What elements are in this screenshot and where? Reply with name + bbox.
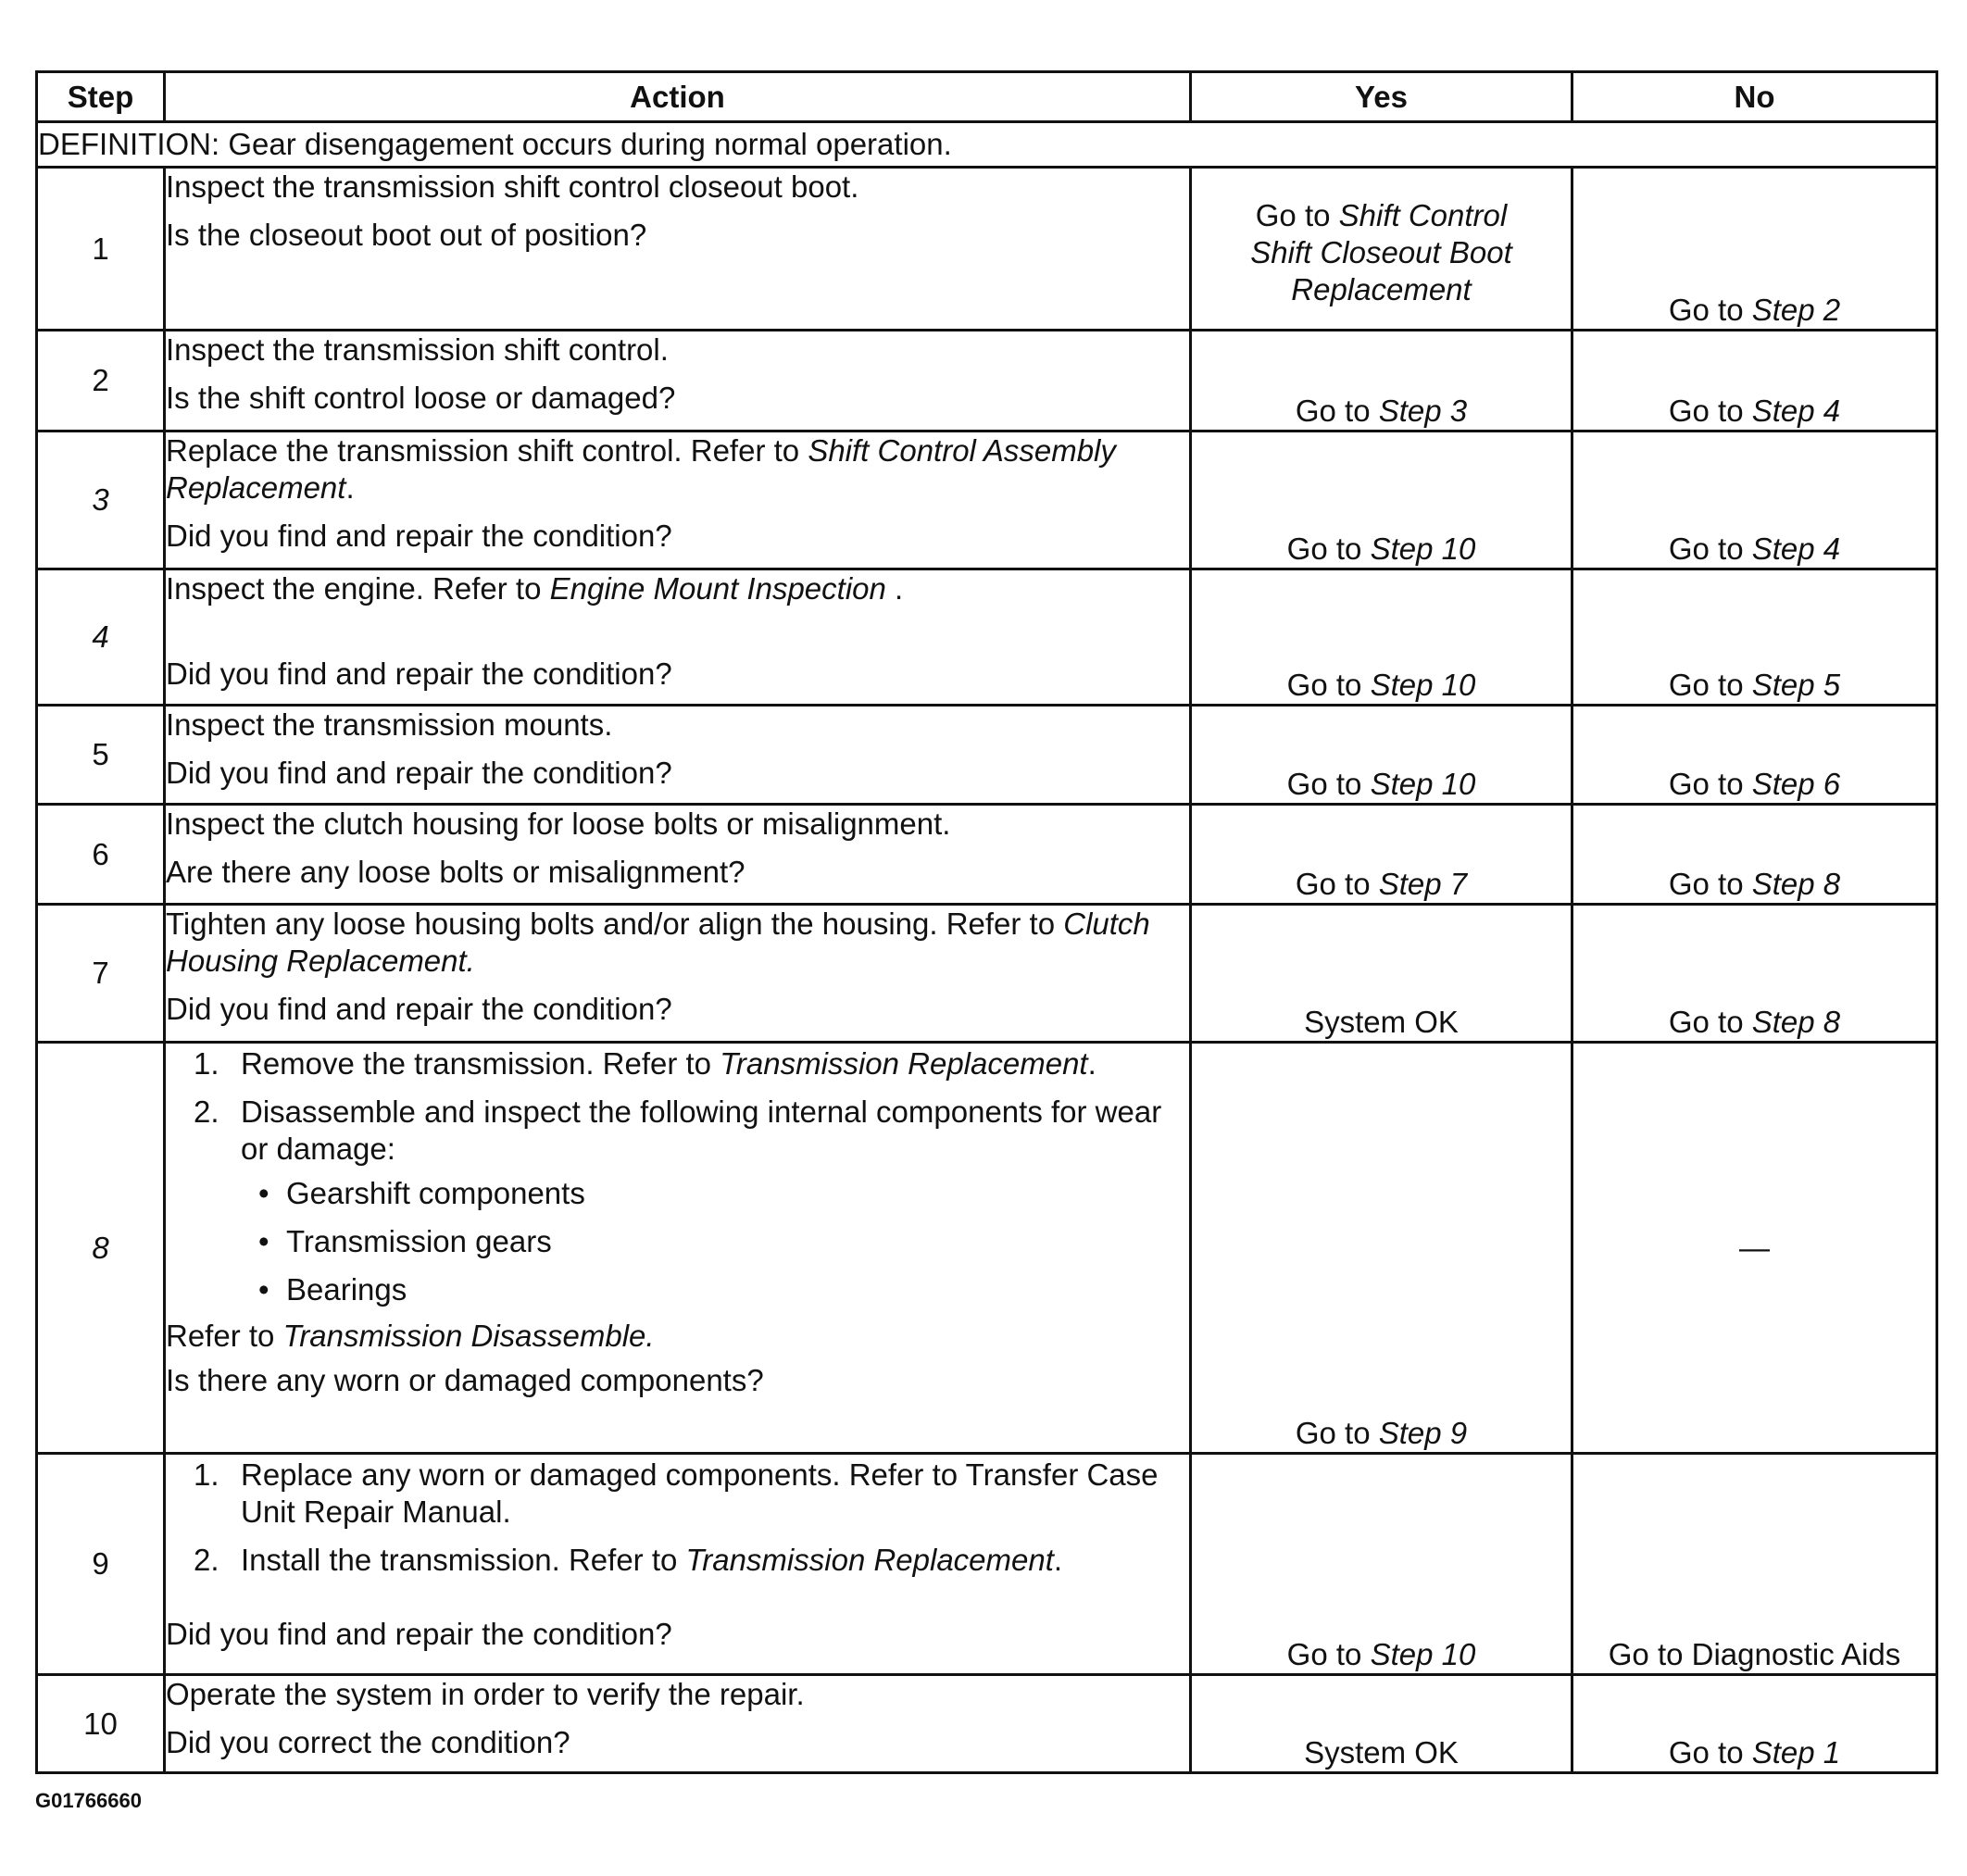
no-cell: [1572, 1675, 1937, 1773]
definition-row: [37, 122, 1937, 168]
bullet-list: [241, 1175, 1189, 1308]
list-number: 2.: [194, 1543, 219, 1577]
question-text: Is there any worn or damaged components?: [166, 1363, 764, 1397]
no-cell: [1572, 431, 1937, 569]
header-yes: Yes: [1191, 72, 1572, 122]
step-number: 9: [37, 1454, 165, 1675]
definition-text: DEFINITION: Gear disengagement occurs during normal operation.: [37, 122, 1937, 168]
action-cell: [165, 805, 1191, 905]
action-ref[interactable]: Engine Mount Inspection: [549, 571, 886, 606]
list-text: Install the transmission. Refer to: [241, 1543, 686, 1577]
bullet-text: Bearings: [286, 1272, 407, 1307]
action-text-part: Refer to: [166, 1319, 283, 1353]
diagnostic-table: [35, 70, 1938, 1774]
header-step: Step: [37, 72, 165, 122]
list-item: [166, 1542, 1189, 1579]
yes-text: Go to: [1286, 668, 1371, 702]
list-ref[interactable]: Transmission Replacement: [720, 1046, 1088, 1081]
no-text: Go to: [1668, 1735, 1752, 1770]
action-text: Inspect the clutch housing for loose bolts or misalignment.: [166, 807, 951, 841]
bullet-item: [166, 1271, 1189, 1308]
list-text: Replace any worn or damaged components. Refer to Transfer Case Unit Repair Manual.: [241, 1457, 1159, 1529]
table-row: [37, 331, 1937, 431]
action-text: Inspect the transmission shift control.: [166, 332, 669, 367]
yes-ref[interactable]: Step 10: [1370, 668, 1476, 702]
list-item: [166, 1094, 1189, 1308]
no-cell: [1572, 905, 1937, 1043]
step-number: 2: [37, 331, 165, 431]
no-text: Go to: [1668, 1005, 1752, 1039]
numbered-list: [166, 1457, 1189, 1579]
action-cell: [165, 1043, 1191, 1454]
yes-text: System OK: [1304, 1735, 1459, 1770]
question-text: Are there any loose bolts or misalignment?: [166, 855, 745, 889]
no-ref[interactable]: Step 4: [1751, 532, 1841, 566]
bullet-text: Transmission gears: [286, 1224, 552, 1258]
yes-cell: [1191, 431, 1572, 569]
no-text: Go to: [1668, 394, 1752, 428]
yes-ref[interactable]: Shift Control: [1338, 197, 1508, 232]
no-text: Go to: [1668, 532, 1752, 566]
bullet-item: [166, 1175, 1189, 1212]
action-text: [166, 906, 1189, 980]
step-number: 10: [37, 1675, 165, 1773]
question-text: Did you find and repair the condition?: [166, 519, 672, 553]
table-row: [37, 569, 1937, 706]
no-text: Go to: [1668, 293, 1752, 327]
yes-cell: [1191, 569, 1572, 706]
action-cell: [165, 1675, 1191, 1773]
yes-text: Go to: [1295, 1416, 1379, 1450]
list-tail: .: [1053, 1543, 1063, 1577]
question-text: Did you correct the condition?: [166, 1725, 570, 1759]
yes-cell: [1191, 1675, 1572, 1773]
yes-text: Go to: [1295, 867, 1379, 901]
step-number: 7: [37, 905, 165, 1043]
yes-cell: [1191, 168, 1572, 331]
list-number: 1.: [194, 1457, 219, 1492]
list-text: Remove the transmission. Refer to: [241, 1046, 720, 1081]
action-text-part: .: [885, 571, 904, 606]
no-ref[interactable]: Step 1: [1751, 1735, 1841, 1770]
list-ref[interactable]: Transmission Replacement: [685, 1543, 1054, 1577]
action-text: Operate the system in order to verify the repair.: [166, 1677, 805, 1711]
action-cell: [165, 331, 1191, 431]
step-number: 1: [37, 168, 165, 331]
yes-text: Go to: [1295, 394, 1379, 428]
no-text: —: [1739, 1230, 1770, 1265]
action-text: Inspect the transmission shift control closeout boot.: [166, 169, 859, 204]
yes-text: System OK: [1304, 1005, 1459, 1039]
question-text: Did you find and repair the condition?: [166, 657, 672, 691]
bullet-icon: •: [258, 1272, 269, 1307]
yes-text: Go to: [1286, 532, 1371, 566]
step-number: 6: [37, 805, 165, 905]
yes-cell: [1191, 905, 1572, 1043]
question-text: Did you find and repair the condition?: [166, 992, 672, 1026]
action-text: [166, 432, 1189, 507]
table-row: [37, 905, 1937, 1043]
yes-ref[interactable]: Replacement: [1291, 271, 1472, 306]
action-ref[interactable]: Clutch Housing Replacement.: [166, 907, 1150, 978]
no-cell: [1572, 706, 1937, 805]
yes-ref[interactable]: Shift Closeout Boot: [1250, 234, 1512, 269]
no-cell: [1572, 168, 1937, 331]
action-ref[interactable]: Transmission Disassemble.: [282, 1319, 655, 1353]
question-text: Is the closeout boot out of position?: [166, 218, 647, 252]
action-text: [166, 570, 1189, 607]
bullet-item: [166, 1223, 1189, 1260]
no-cell: [1572, 1454, 1937, 1675]
action-cell: [165, 431, 1191, 569]
numbered-list: [166, 1045, 1189, 1308]
list-item: [166, 1457, 1189, 1531]
yes-ref[interactable]: Step 9: [1378, 1416, 1468, 1450]
yes-cell: [1191, 331, 1572, 431]
yes-ref[interactable]: Step 10: [1370, 532, 1476, 566]
no-cell: [1572, 331, 1937, 431]
no-text: Go to: [1668, 767, 1752, 801]
step-number: 4: [37, 569, 165, 706]
no-text: Go to: [1668, 668, 1752, 702]
question-text: Is the shift control loose or damaged?: [166, 381, 676, 415]
yes-ref[interactable]: Step 3: [1378, 394, 1468, 428]
no-cell: [1572, 805, 1937, 905]
header-no: No: [1572, 72, 1937, 122]
figure-id: G01766660: [35, 1789, 142, 1812]
action-cell: [165, 569, 1191, 706]
no-ref[interactable]: Step 5: [1751, 668, 1841, 702]
no-cell: [1572, 1043, 1937, 1454]
yes-cell: [1191, 805, 1572, 905]
table-row: [37, 1043, 1937, 1454]
action-text-part: Tighten any loose housing bolts and/or align the housing. Refer to: [166, 907, 1064, 941]
no-ref[interactable]: Step 2: [1751, 293, 1841, 327]
action-text-part: Inspect the engine. Refer to: [166, 571, 550, 606]
header-row: [37, 72, 1937, 122]
no-ref[interactable]: Step 4: [1751, 394, 1841, 428]
yes-ref[interactable]: Step 7: [1378, 867, 1468, 901]
list-number: 2.: [194, 1094, 219, 1129]
table-row: [37, 168, 1937, 331]
question-text: Did you find and repair the condition?: [166, 1617, 672, 1651]
action-text: Inspect the transmission mounts.: [166, 707, 613, 742]
action-ref[interactable]: Shift Control Assembly Replacement: [166, 433, 1116, 505]
yes-text: Go to: [1286, 767, 1371, 801]
list-item: [166, 1045, 1189, 1082]
step-number: 3: [37, 431, 165, 569]
yes-cell: [1191, 706, 1572, 805]
yes-text: Go to: [1286, 1637, 1371, 1671]
list-text: Disassemble and inspect the following internal components for wear or damage:: [241, 1094, 1162, 1166]
question-text: Did you find and repair the condition?: [166, 756, 672, 790]
no-ref[interactable]: Step 8: [1751, 1005, 1841, 1039]
table-row: [37, 1454, 1937, 1675]
no-ref[interactable]: Step 8: [1751, 867, 1841, 901]
no-ref[interactable]: Step 6: [1751, 767, 1841, 801]
yes-cell: [1191, 1043, 1572, 1454]
action-cell: [165, 168, 1191, 331]
no-cell: [1572, 569, 1937, 706]
bullet-icon: •: [258, 1176, 269, 1210]
table-row: [37, 1675, 1937, 1773]
list-tail: .: [1087, 1046, 1096, 1081]
action-text: [166, 1318, 1189, 1355]
action-cell: [165, 905, 1191, 1043]
step-number: 5: [37, 706, 165, 805]
table-row: [37, 431, 1937, 569]
no-text: Go to: [1668, 867, 1752, 901]
action-text-part: Replace the transmission shift control. Refer to: [166, 433, 808, 468]
table-row: [37, 805, 1937, 905]
yes-text: Go to: [1255, 197, 1339, 232]
action-cell: [165, 1454, 1191, 1675]
step-number: 8: [37, 1043, 165, 1454]
action-cell: [165, 706, 1191, 805]
list-number: 1.: [194, 1046, 219, 1081]
yes-ref[interactable]: Step 10: [1370, 767, 1476, 801]
yes-ref[interactable]: Step 10: [1370, 1637, 1476, 1671]
bullet-text: Gearshift components: [286, 1176, 585, 1210]
yes-cell: [1191, 1454, 1572, 1675]
table-row: [37, 706, 1937, 805]
bullet-icon: •: [258, 1224, 269, 1258]
no-text: Go to Diagnostic Aids: [1608, 1637, 1901, 1671]
header-action: Action: [165, 72, 1191, 122]
action-text-part: .: [345, 470, 355, 505]
